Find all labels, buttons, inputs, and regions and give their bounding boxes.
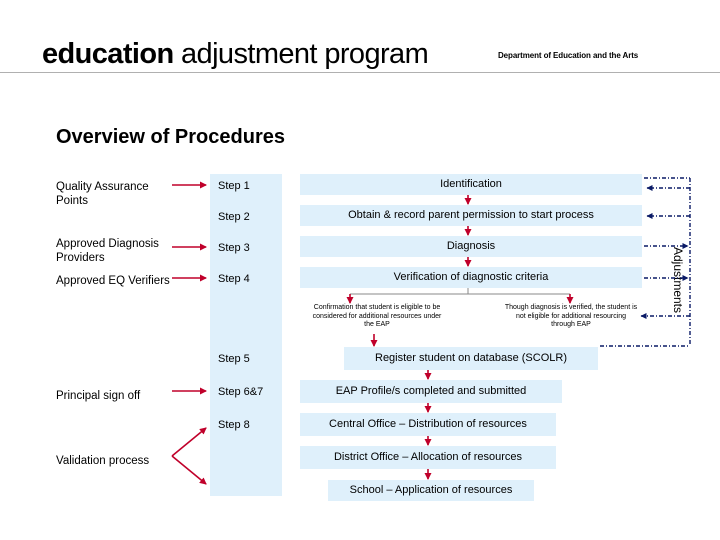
process-verification: Verification of diagnostic criteria [300, 267, 642, 288]
step-label-2: Step 2 [218, 211, 250, 223]
step-label-3: Step 3 [218, 242, 250, 254]
left-label-validation-process: Validation process [56, 455, 150, 467]
department-name: Department of Education and the Arts [498, 51, 639, 60]
brand-rest-text: adjustment program [181, 38, 429, 70]
left-label-principal-sign-off: Principal sign off [56, 390, 141, 402]
brand-bold-text: education [42, 38, 174, 70]
process-parent-permission: Obtain & record parent permission to start process [300, 205, 642, 226]
step-label-5: Step 5 [218, 353, 250, 365]
process-school: School – Application of resources [328, 480, 534, 501]
arrow-validation-1 [172, 428, 206, 456]
branch-eligible-note: Confirmation that student is eligible to be considered for additional resources under the EAP [312, 304, 442, 328]
process-district-office: District Office – Allocation of resources [300, 446, 556, 469]
branch-not-eligible-note: Though diagnosis is verified, the student is not eligible for additional resourcing through EAP [504, 304, 638, 328]
process-register-scolr: Register student on database (SCOLR) [344, 347, 598, 370]
arrow-validation-2 [172, 456, 206, 484]
step-label-4: Step 4 [218, 273, 250, 285]
left-label-diagnosis-providers: Approved Diagnosis Providers [56, 238, 159, 264]
process-eap-profile: EAP Profile/s completed and submitted [300, 380, 562, 403]
page-title: Overview of Procedures [56, 126, 285, 148]
process-central-office: Central Office – Distribution of resources [300, 413, 556, 436]
step-label-6-7: Step 6&7 [218, 386, 264, 398]
process-diagnosis: Diagnosis [300, 236, 642, 257]
adjustments-side-label: Adjustments [671, 246, 685, 314]
left-label-eq-verifiers: Approved EQ Verifiers [56, 275, 170, 287]
left-label-quality-assurance: Quality Assurance Points [56, 181, 149, 207]
process-identification: Identification [300, 174, 642, 195]
step-label-8: Step 8 [218, 419, 250, 431]
step-label-1: Step 1 [218, 180, 250, 192]
